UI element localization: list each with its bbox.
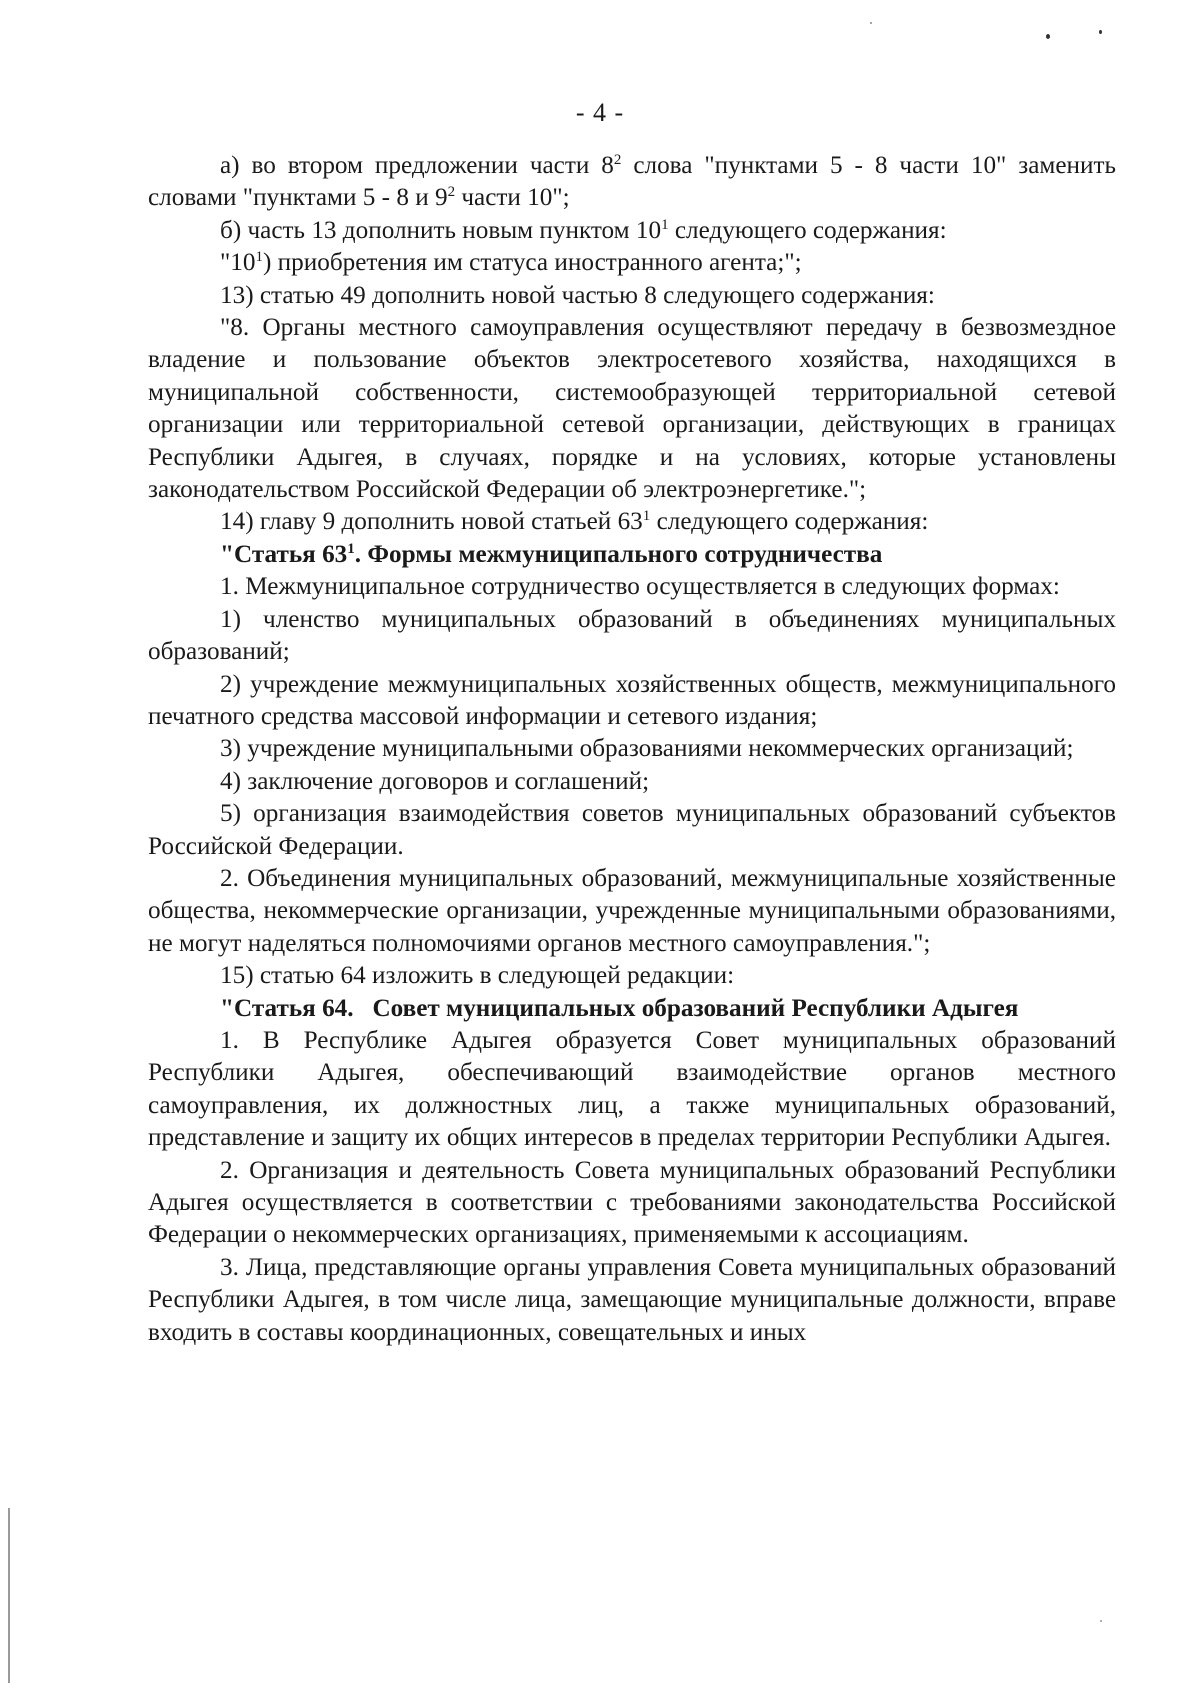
paragraph: 2) учреждение межмуниципальных хозяйственных обществ, межмуниципального печатного средства массовой информации и сетевого издания;	[148, 670, 1116, 730]
text-run: Совет муниципальных образований Республики Адыгея	[372, 994, 1019, 1022]
superscript: 1	[661, 216, 669, 233]
superscript: 2	[613, 152, 622, 168]
paragraph: 4) заключение договоров и соглашений;	[220, 767, 650, 795]
paragraph	[148, 247, 1116, 279]
paragraph: 1. Межмуниципальное сотрудничество осуществляется в следующих формах:	[220, 573, 1060, 601]
scan-speck	[1100, 1620, 1102, 1622]
text-run: ) приобретения им статуса иностранного агента;";	[262, 249, 802, 277]
superscript: 2	[447, 184, 456, 201]
paragraph: 3) учреждение муниципальными образованиями некоммерческих организаций;	[220, 735, 1074, 763]
superscript: 1	[347, 540, 355, 557]
text-run: части 10";	[455, 184, 570, 212]
scan-margin-line	[8, 1508, 10, 1683]
document-body	[148, 150, 1116, 1349]
paragraph: 1) членство муниципальных образований в объединениях муниципальных образований;	[148, 605, 1116, 666]
paragraph: "8. Органы местного самоуправления осуществляют передачу в безвозмездное владение и пользование объектов электросетевого хозяйства, находящихся в муниципальной собственности, системообразующей территориальной сетевой организации или территориальной сетевой организации, действующих в границах Республики Адыгея, в случаях, порядке и на условиях, которые установлены законодательством Российской Федерации об электроэнергетике.";	[148, 314, 1116, 504]
text-run: а) во втором предложении части 8	[220, 152, 614, 179]
text-run: "10	[220, 249, 256, 277]
paragraph: 3. Лица, представляющие органы управления Совета муниципальных образований Республики Адыгея, в том числе лица, замещающие муниципальные должности, вправе входить в составы координационных, совещательных и иных	[148, 1253, 1116, 1346]
text-run: . Формы межмуниципального сотрудничества	[354, 540, 883, 568]
scan-speck	[1046, 34, 1050, 39]
paragraph	[148, 506, 1116, 538]
paragraph	[148, 215, 1116, 247]
text-run: "Статья 64.	[220, 994, 354, 1022]
text-run: следующего содержания:	[650, 508, 929, 536]
article-63-1-heading	[148, 539, 1116, 571]
paragraph: 1. В Республике Адыгея образуется Совет муниципальных образований Республики Адыгея, обеспечивающий взаимодействие органов местного самоуправления, их должностных лиц, а также муниципальных образований, представление и защиту их общих интересов в пределах территории Республики Адыгея.	[148, 1026, 1116, 1152]
text-run: б) часть 13 дополнить новым пунктом 10	[220, 216, 662, 244]
superscript: 1	[255, 249, 263, 266]
scan-speck	[870, 22, 872, 24]
paragraph: 15) статью 64 изложить в следующей редакции:	[220, 962, 735, 990]
page-number: - 4 -	[575, 98, 625, 127]
scan-speck	[1099, 30, 1102, 34]
article-64-heading	[148, 993, 1116, 1025]
text-run: слова "пунктами 5 - 8 части 10" заменить словами "пунктами 5 - 8 и 9	[148, 152, 1116, 212]
paragraph: 2. Объединения муниципальных образований, межмуниципальные хозяйственные общества, некоммерческие организации, учрежденные муниципальными образованиями, не могут наделяться полномочиями органов местного самоуправления.";	[148, 864, 1116, 957]
paragraph: 2. Организация и деятельность Совета муниципальных образований Республики Адыгея осуществляется в соответствии с требованиями законодательства Российской Федерации о некоммерческих организациях, применяемыми к ассоциациям.	[148, 1156, 1116, 1249]
text-run: следующего содержания:	[668, 216, 947, 244]
paragraph	[148, 150, 1116, 215]
paragraph: 5) организация взаимодействия советов муниципальных образований субъектов Российской Федерации.	[148, 800, 1116, 860]
paragraph: 13) статью 49 дополнить новой частью 8 следующего содержания:	[220, 281, 935, 309]
superscript: 1	[642, 508, 651, 525]
text-run: "Статья 63	[220, 540, 348, 568]
text-run: 14) главу 9 дополнить новой статьей 63	[220, 508, 643, 536]
